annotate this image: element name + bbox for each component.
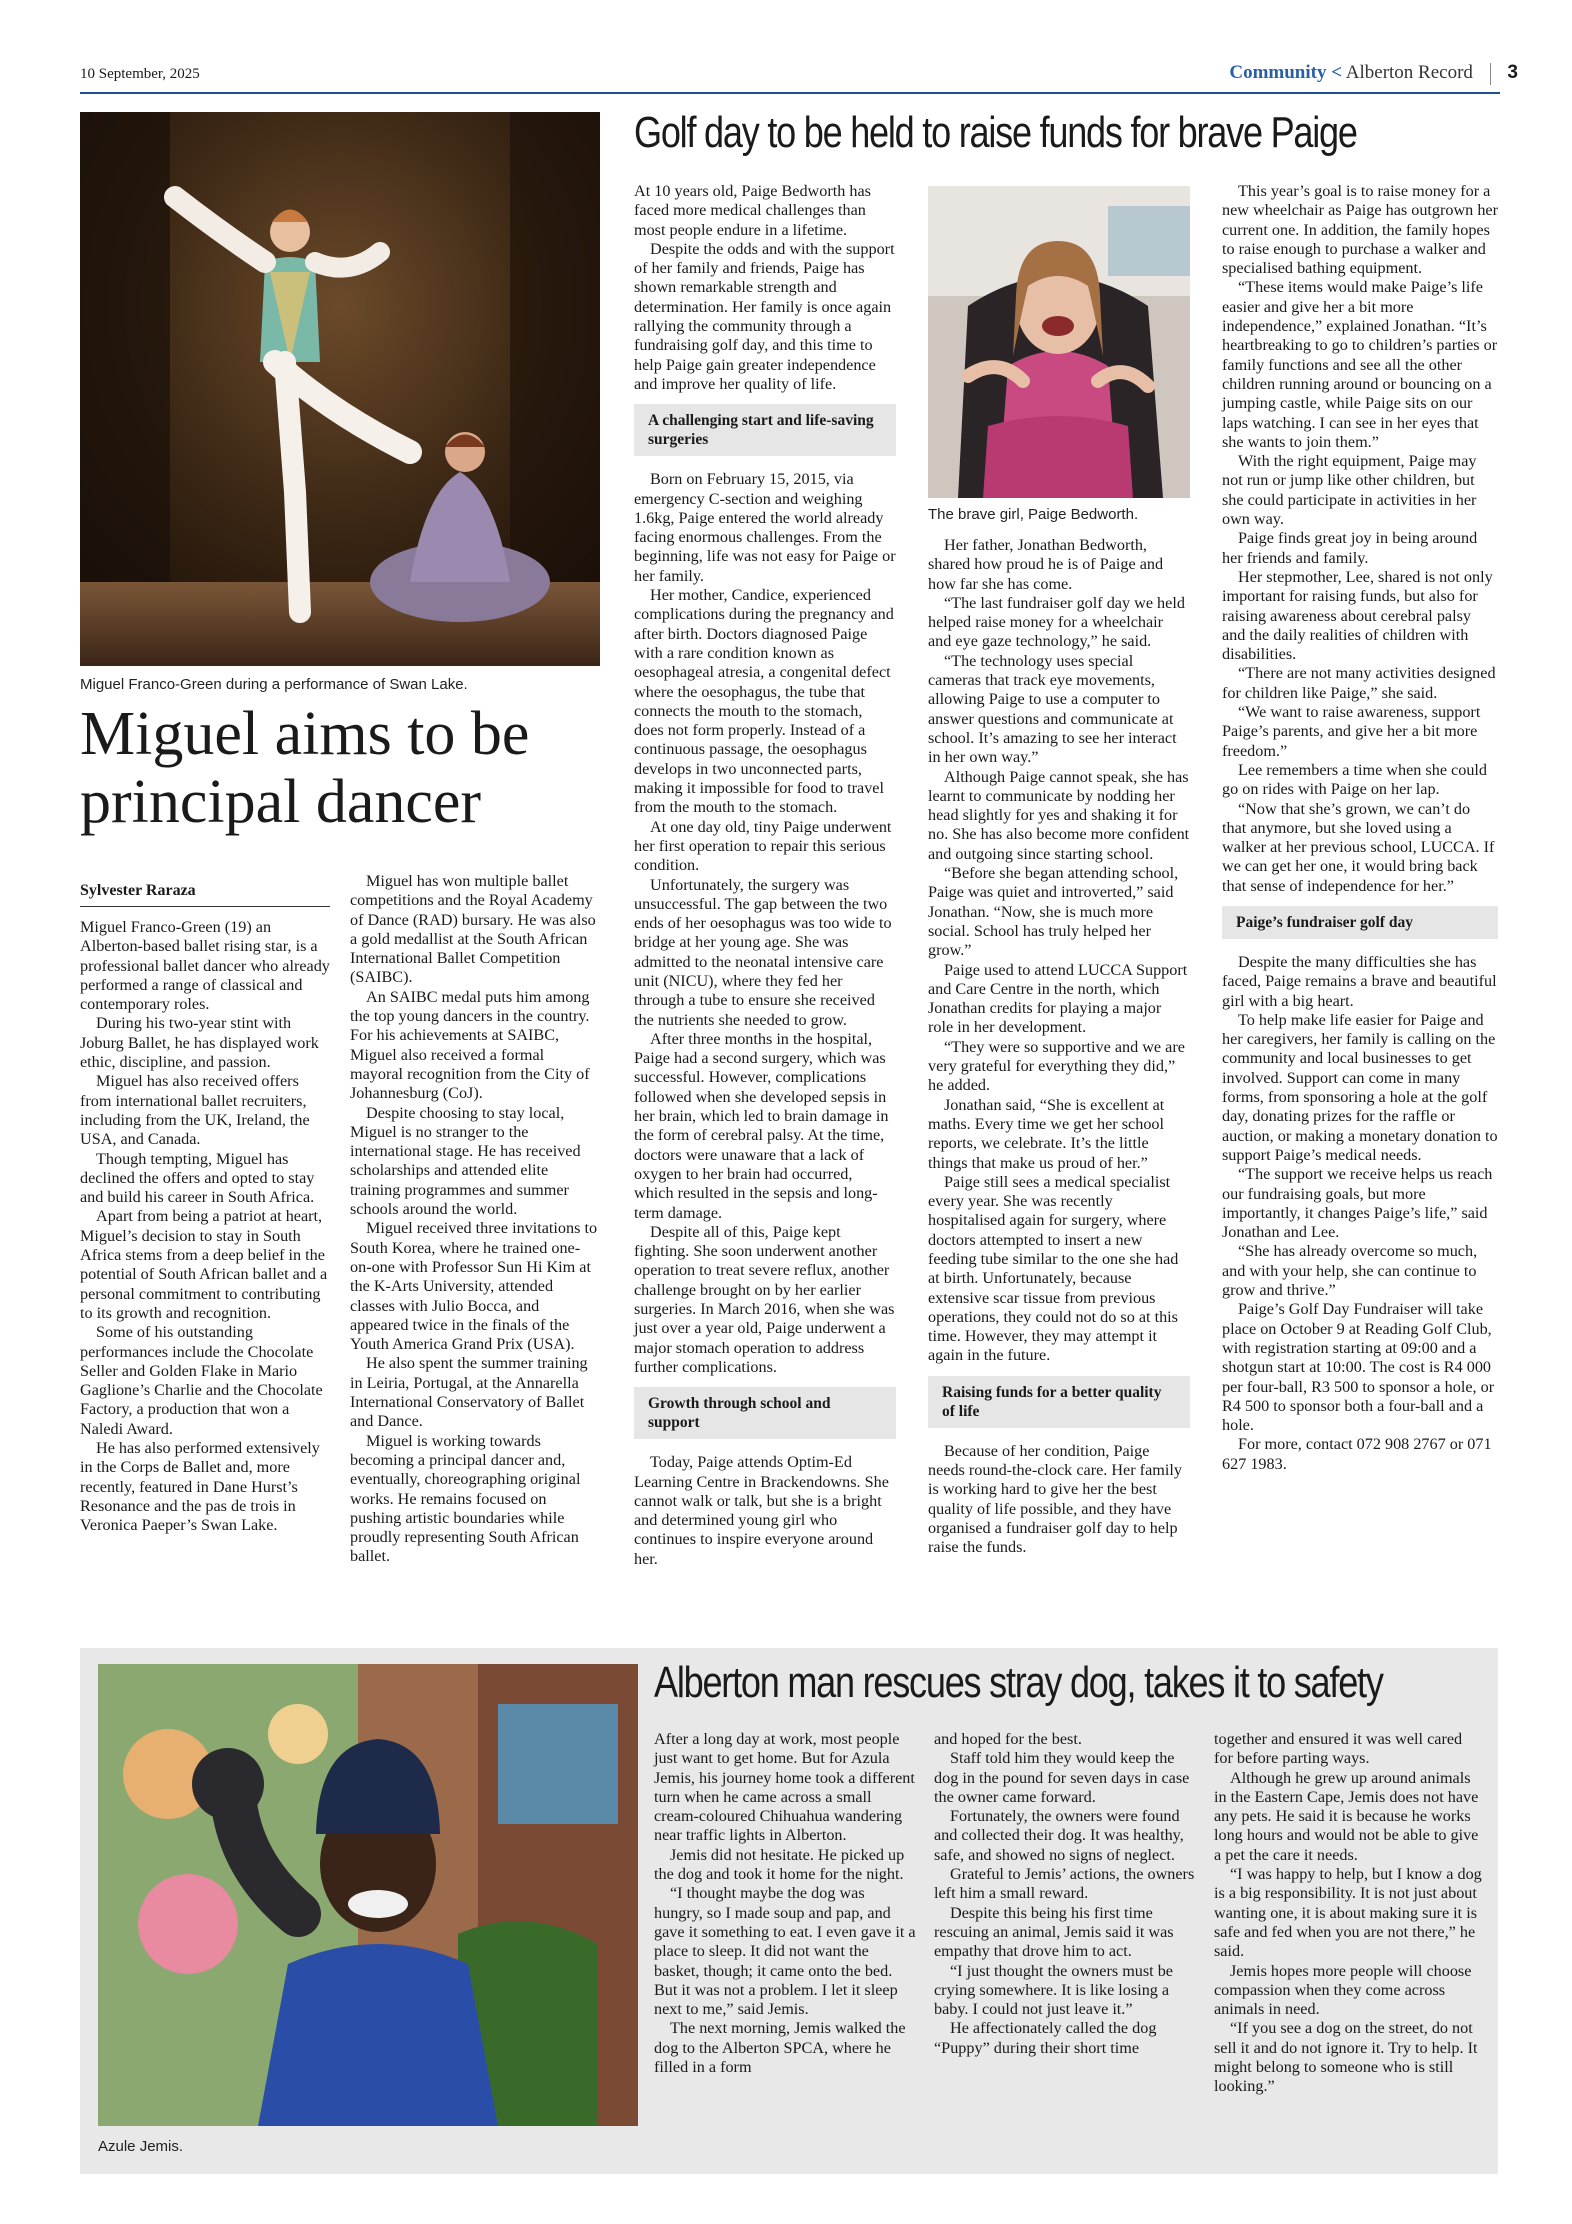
paragraph: together and ensured it was well cared for before parting ways.	[1214, 1730, 1463, 1768]
dog-column-1	[654, 1730, 916, 2077]
dog-headline: Alberton man rescues stray dog, takes it to safety	[654, 1658, 1383, 1707]
folio-divider	[1490, 63, 1491, 85]
paragraph: Despite the odds and with the support of her family and friends, Paige has shown remarkable strength and determination. Her family is once again rallying the community through a fundraising golf day, and this time to help Paige gain greater independence and improve her quality of life.	[634, 239, 895, 393]
paragraph: Born on February 15, 2015, via emergency C-section and weighing 1.6kg, Paige entered the world already facing enormous challenges. From the beginning, life was not easy for Paige or her family.	[634, 470, 896, 585]
golf-column-2	[928, 536, 1190, 1558]
paragraph: He also spent the summer training in Leiria, Portugal, at the Annarella International Conservatory of Ballet and Dance.	[350, 1354, 588, 1431]
section-name: Community	[1229, 62, 1327, 83]
byline-rule	[80, 906, 330, 907]
paragraph: Although he grew up around animals in the Eastern Cape, Jemis does not have any pets. He said it is because he works long hours and would not be able to give a pet the care it needs.	[1214, 1768, 1479, 1864]
paragraph: “Now that she’s grown, we can’t do that anymore, but she loved using a walker at her previous school, LUCCA. If we can get her one, it would bring back that sense of independence for her.”	[1222, 799, 1495, 895]
paragraph: At one day old, tiny Paige underwent her first operation to repair this serious condition.	[634, 817, 892, 875]
golf-column-1	[634, 182, 896, 1569]
jemis-photo	[98, 1664, 638, 2126]
miguel-headline: Miguel aims to be principal dancer	[80, 700, 530, 836]
paragraph: Miguel has also received offers from international ballet recruiters, including from the UK, Ireland, the USA, and Canada.	[80, 1072, 310, 1149]
paragraph: Her mother, Candice, experienced complications during the pregnancy and after birth. Doctors diagnosed Paige with a rare condition known as oesophageal atresia, a congenital defect where the oesophagus, the tube that connects the mouth to the stomach, does not form properly. Instead of a continuous passage, the oesophagus develops in two unconnected parts, making it impossible for food to travel from the mouth to the stomach.	[634, 586, 894, 817]
paragraph: and hoped for the best.	[934, 1730, 1082, 1748]
issue-date: 10 September, 2025	[80, 66, 200, 82]
header-rule	[80, 92, 1500, 94]
section-separator: <	[1331, 62, 1343, 83]
paragraph: Despite this being his first time rescuing an animal, Jemis said it was empathy that drove him to act.	[934, 1903, 1174, 1961]
paragraph: Miguel has won multiple ballet competitions and the Royal Academy of Dance (RAD) bursary. He was also a gold medallist at the South African International Ballet Competition (SAIBC).	[350, 872, 596, 987]
paragraph: “She has already overcome so much, and with your help, she can continue to grow and thrive.”	[1222, 1242, 1478, 1300]
paragraph: Paige used to attend LUCCA Support and Care Centre in the north, which Jonathan credits for playing a major role in her development.	[928, 960, 1188, 1037]
subheading: Paige’s fundraiser golf day	[1222, 906, 1498, 939]
miguel-byline: Sylvester Raraza	[80, 882, 196, 899]
paragraph: “Before she began attending school, Paige was quiet and introverted,” said Jonathan. “Now, she is much more social. School has truly helped her grow.”	[928, 864, 1179, 960]
paragraph: “There are not many activities designed for children like Paige,” she said.	[1222, 664, 1496, 702]
paragraph: Because of her condition, Paige needs round-the-clock care. Her family is working hard to give her the best quality of life possible, and they have organised a fundraiser golf day to help raise the funds.	[928, 1441, 1182, 1557]
paragraph: This year’s goal is to raise money for a new wheelchair as Paige has outgrown her current one. In addition, the family hopes to raise enough to purchase a walker and specialised bathing equipment.	[1222, 182, 1498, 278]
paige-photo-caption: The brave girl, Paige Bedworth.	[928, 506, 1139, 523]
paragraph: Grateful to Jemis’ actions, the owners left him a small reward.	[934, 1865, 1195, 1903]
paragraph: Miguel Franco-Green (19) an Alberton-based ballet rising star, is a professional ballet dancer who already performed a range of classical and contemporary roles.	[80, 918, 330, 1014]
paragraph: Though tempting, Miguel has declined the offers and opted to stay and build his career in South Africa.	[80, 1149, 315, 1207]
paragraph: To help make life easier for Paige and her caregivers, her family is calling on the community and local businesses to get involved. Support can come in many forms, from sponsoring a hole at the golf day, donating prizes for the raffle or auction, or making a monetary donation to support Paige’s medical needs.	[1222, 1010, 1498, 1164]
paragraph: The next morning, Jemis walked the dog to the Alberton SPCA, where he filled in a form	[654, 2019, 906, 2077]
paragraph: Her father, Jonathan Bedworth, shared how proud he is of Paige and how far she has come.	[928, 536, 1164, 593]
paragraph: “These items would make Paige’s life easier and give her a bit more independence,” explained Jonathan. “It’s heartbreaking to go to children’s parties or family functions and see all the other children running around or bouncing on a jumping castle, while Paige sits on our laps watching. I can see in her eyes that she wants to join them.”	[1222, 278, 1498, 451]
paragraph: Despite the many difficulties she has faced, Paige remains a brave and beautiful girl with a big heart.	[1222, 952, 1497, 1010]
paragraph: Jemis hopes more people will choose compassion when they come across animals in need.	[1214, 1961, 1472, 2019]
paragraph: An SAIBC medal puts him among the top young dancers in the country. For his achievements at SAIBC, Miguel also received a formal mayoral recognition from the City of Johannesburg (CoJ).	[350, 987, 590, 1103]
paragraph: Some of his outstanding performances include the Chocolate Seller and Golden Flake in Mario Gaglione’s Charlie and the Chocolate Factory, a production that won a Naledi Award.	[80, 1323, 323, 1438]
dog-column-2	[934, 1730, 1196, 2058]
paragraph: Today, Paige attends Optim-Ed Learning Centre in Brackendowns. She cannot walk or talk, but she is a bright and determined young girl who continues to inspire everyone around her.	[634, 1453, 889, 1568]
paragraph: Her stepmother, Lee, shared is not only important for raising funds, but also for raising awareness about cerebral palsy and the daily realities of children with disabilities.	[1222, 567, 1493, 664]
paragraph: Apart from being a patriot at heart, Miguel’s decision to stay in South Africa stems from a deep belief in the potential of South African ballet and a personal commitment to contributing to its growth and recognition.	[80, 1207, 328, 1322]
miguel-column-1	[80, 918, 330, 1536]
paige-photo	[928, 186, 1190, 498]
paragraph: Fortunately, the owners were found and collected their dog. It was healthy, safe, and showed no signs of neglect.	[934, 1807, 1184, 1864]
paragraph: He affectionately called the dog “Puppy” during their short time	[934, 2019, 1157, 2057]
paragraph: Paige still sees a medical specialist every year. She was recently hospitalised again for surgery, where doctors attempted to insert a new feeding tube similar to the one she had at birth. Unfortunately, because extensive scar tissue from previous operations, they could not do so at this time. However, they may attempt it again in the future.	[928, 1172, 1179, 1365]
golf-column-3	[1222, 182, 1498, 1474]
paragraph: “If you see a dog on the street, do not sell it and do not ignore it. Try to help. It might belong to someone who is still looking.”	[1214, 2019, 1478, 2096]
paragraph: “I thought maybe the dog was hungry, so I made soup and pap, and gave it something to eat. I even gave it a place to sleep. It did not want the basket, though; it came onto the bed. But it was not a problem. I let it sleep next to me,” said Jemis.	[654, 1884, 916, 2019]
paragraph: At 10 years old, Paige Bedworth has faced more medical challenges than most people endure in a lifetime.	[634, 182, 871, 239]
paragraph: Lee remembers a time when she could go on rides with Paige on her lap.	[1222, 760, 1488, 799]
paragraph: Staff told him they would keep the dog in the pound for seven days in case the owner came forward.	[934, 1749, 1190, 1806]
paragraph: “The last fundraiser golf day we held helped raise money for a wheelchair and eye gaze technology,” he said.	[928, 593, 1185, 651]
paragraph: Jemis did not hesitate. He picked up the dog and took it home for the night.	[654, 1845, 905, 1884]
paragraph: “I just thought the owners must be crying somewhere. It is like losing a baby. I could not just leave it.”	[934, 1961, 1173, 2019]
paragraph: He has also performed extensively in the Corps de Ballet and, more recently, featured in Dane Hurst’s Resonance and the pas de trois in Veronica Paeper’s Swan Lake.	[80, 1439, 320, 1535]
paragraph: Despite all of this, Paige kept fighting. She soon underwent another operation to treat severe reflux, another challenge brought on by her earlier surgeries. In March 2016, when she was just over a year old, Paige underwent a major stomach operation to address further complications.	[634, 1222, 895, 1376]
ballet-photo	[80, 112, 600, 666]
paragraph: “The support we receive helps us reach our fundraising goals, but more importantly, it changes Paige’s life,” said Jonathan and Lee.	[1222, 1165, 1493, 1242]
paragraph: Paige finds great joy in being around her friends and family.	[1222, 529, 1478, 567]
paragraph: For more, contact 072 908 2767 or 071 627 1983.	[1222, 1435, 1492, 1473]
miguel-column-2	[350, 872, 600, 1567]
paragraph: Miguel received three invitations to South Korea, where he trained one-on-one with Professor Sun Hi Kim at the K-Arts University, attended classes with Julio Bocca, and appeared twice in the finals of the Youth America Grand Prix (USA).	[350, 1219, 598, 1354]
subheading: Growth through school and support	[634, 1387, 896, 1439]
subheading: Raising funds for a better quality of life	[928, 1376, 1190, 1428]
paragraph: Although Paige cannot speak, she has learnt to communicate by nodding her head slightly for yes and shaking it for no. She has also become more confident and outgoing since starting school.	[928, 767, 1190, 863]
page-number: 3	[1507, 62, 1518, 83]
paragraph: “The technology uses special cameras that track eye movements, allowing Paige to use a computer to answer questions and communicate at school. It’s amazing to see her interact in her own way.”	[928, 651, 1177, 767]
jemis-photo-caption: Azule Jemis.	[98, 2138, 184, 2155]
paragraph: “We want to raise awareness, support Paige’s parents, and give her a bit more freedom.”	[1222, 703, 1481, 760]
subheading: A challenging start and life-saving surgeries	[634, 404, 896, 456]
folio-header	[1229, 62, 1518, 85]
paragraph: “They were so supportive and we are very grateful for everything they did,” he added.	[928, 1037, 1185, 1095]
paragraph: Miguel is working towards becoming a principal dancer and, eventually, choreographing original works. He remains focused on pushing artistic boundaries while proudly representing South African ballet.	[350, 1431, 581, 1566]
paragraph: After three months in the hospital, Paige had a second surgery, which was successful. However, complications followed when she developed sepsis in her brain, which led to brain damage in the form of cerebral palsy. At the time, doctors were unaware that a lack of oxygen to her brain had occurred, which resulted in the sepsis and long-term damage.	[634, 1029, 889, 1222]
paragraph: Jonathan said, “She is excellent at maths. Every time we get her school reports, we celebrate. It’s the little things that make us proud of her.”	[928, 1095, 1165, 1172]
paragraph: With the right equipment, Paige may not run or jump like other children, but she could participate in activities in her own way.	[1222, 452, 1477, 529]
paragraph: Despite choosing to stay local, Miguel is no stranger to the international stage. He has received scholarships and attended elite training programmes and summer schools around the world.	[350, 1103, 581, 1219]
golf-headline: Golf day to be held to raise funds for brave Paige	[634, 108, 1357, 157]
ballet-photo-caption: Miguel Franco-Green during a performance of Swan Lake.	[80, 676, 468, 693]
paragraph: “I was happy to help, but I know a dog is a big responsibility. It is not just about wanting one, it is about making sure it is safe and fed when you are not there,” he said.	[1214, 1865, 1482, 1961]
paragraph: Paige’s Golf Day Fundraiser will take place on October 9 at Reading Golf Club, with registration starting at 09:00 and a shotgun start at 10:00. The cost is R4 000 per four-ball, R3 500 to sponsor a hole, or R4 500 to sponsor both a four-ball and a hole.	[1222, 1300, 1495, 1435]
paper-name: Alberton Record	[1345, 62, 1473, 83]
dog-column-3	[1214, 1730, 1484, 2097]
paragraph: Unfortunately, the surgery was unsuccessful. The gap between the two ends of her oesophagus was too wide to bridge at her young age. She was admitted to the neonatal intensive care unit (NICU), where they fed her through a tube to ensure she received the nutrients she needed to grow.	[634, 875, 892, 1029]
paragraph: During his two-year stint with Joburg Ballet, he has displayed work ethic, discipline, and passion.	[80, 1014, 319, 1072]
paragraph: After a long day at work, most people just want to get home. But for Azula Jemis, his journey home took a different turn when he came across a small cream-coloured Chihuahua wandering near traffic lights in Alberton.	[654, 1730, 915, 1845]
